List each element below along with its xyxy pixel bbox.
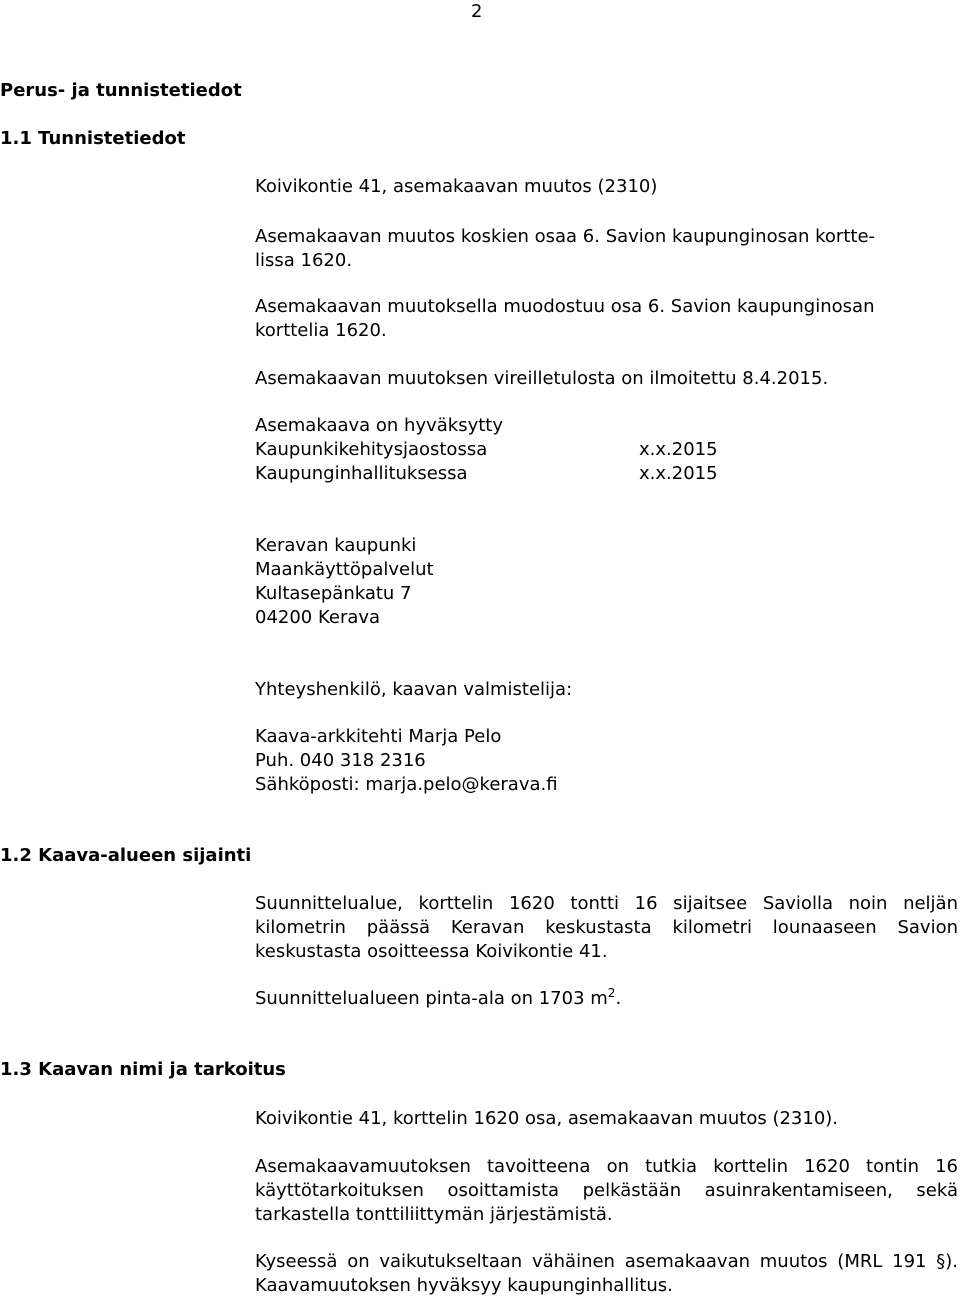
contact-name: Kaava-arkkitehti Marja Pelo	[255, 726, 502, 747]
address-line: 04200 Kerava	[255, 607, 381, 628]
heading-1-3: 1.3 Kaavan nimi ja tarkoitus	[0, 1059, 286, 1080]
heading-1-1: 1.1 Tunnistetiedot	[0, 128, 186, 149]
paragraph-line: Asemakaavan muutoksella muodostuu osa 6. Savion kaupunginosan	[255, 296, 875, 317]
area-unit-exponent: 2	[607, 986, 616, 1000]
heading-1-2: 1.2 Kaava-alueen sijainti	[0, 845, 252, 866]
contact-email: Sähköposti: marja.pelo@kerava.fi	[255, 774, 558, 795]
paragraph-line: lissa 1620.	[255, 250, 353, 271]
contact-heading: Yhteyshenkilö, kaavan valmistelija:	[255, 679, 573, 700]
area-end: .	[615, 988, 622, 1009]
approval-label: Kaupunginhallituksessa	[255, 463, 468, 484]
page-number: 2	[471, 1, 483, 22]
area-text	[255, 987, 621, 1011]
plan-name-line: Koivikontie 41, korttelin 1620 osa, asemakaavan muutos (2310).	[255, 1108, 839, 1129]
approval-date: x.x.2015	[639, 463, 718, 484]
paragraph-line: Asemakaavan muutos koskien osaa 6. Savion kaupunginosan kortte-	[255, 226, 876, 247]
location-paragraph: Suunnittelualue, korttelin 1620 tontti 16 sijaitsee Saviolla noin neljän kilometrin päässä Keravan keskustasta kilometri lounaaseen Savion keskustasta osoitteessa Koivikontie 41.	[255, 893, 958, 962]
address-line: Kultasepänkatu 7	[255, 583, 412, 604]
approval-row	[255, 462, 718, 486]
paragraph-line: korttelia 1620.	[255, 320, 387, 341]
approval-date: x.x.2015	[639, 439, 718, 460]
approved-heading: Asemakaava on hyväksytty	[255, 415, 504, 436]
contact-phone: Puh. 040 318 2316	[255, 750, 426, 771]
announcement-text: Asemakaavan muutoksen vireilletulosta on ilmoitettu 8.4.2015.	[255, 368, 829, 389]
address-line: Keravan kaupunki	[255, 535, 417, 556]
purpose-paragraph: Asemakaavamuutoksen tavoitteena on tutkia korttelin 1620 tontin 16 käyttötarkoituksen osoittamista pelkästään asuinrakentamiseen, sekä tarkastella tonttiliittymän järjestämistä.	[255, 1156, 958, 1225]
approval-row	[255, 438, 718, 462]
decision-paragraph: Kyseessä on vaikutukseltaan vähäinen asemakaavan muutos (MRL 191 §). Kaavamuutoksen hyväksyy kaupunginhallitus.	[255, 1251, 958, 1296]
plan-title: Koivikontie 41, asemakaavan muutos (2310)	[255, 176, 658, 197]
approval-label: Kaupunkikehitysjaostossa	[255, 439, 488, 460]
area-label: Suunnittelualueen pinta-ala on 1703 m	[255, 988, 608, 1009]
section-heading: Perus- ja tunnistetiedot	[0, 80, 242, 101]
address-line: Maankäyttöpalvelut	[255, 559, 434, 580]
